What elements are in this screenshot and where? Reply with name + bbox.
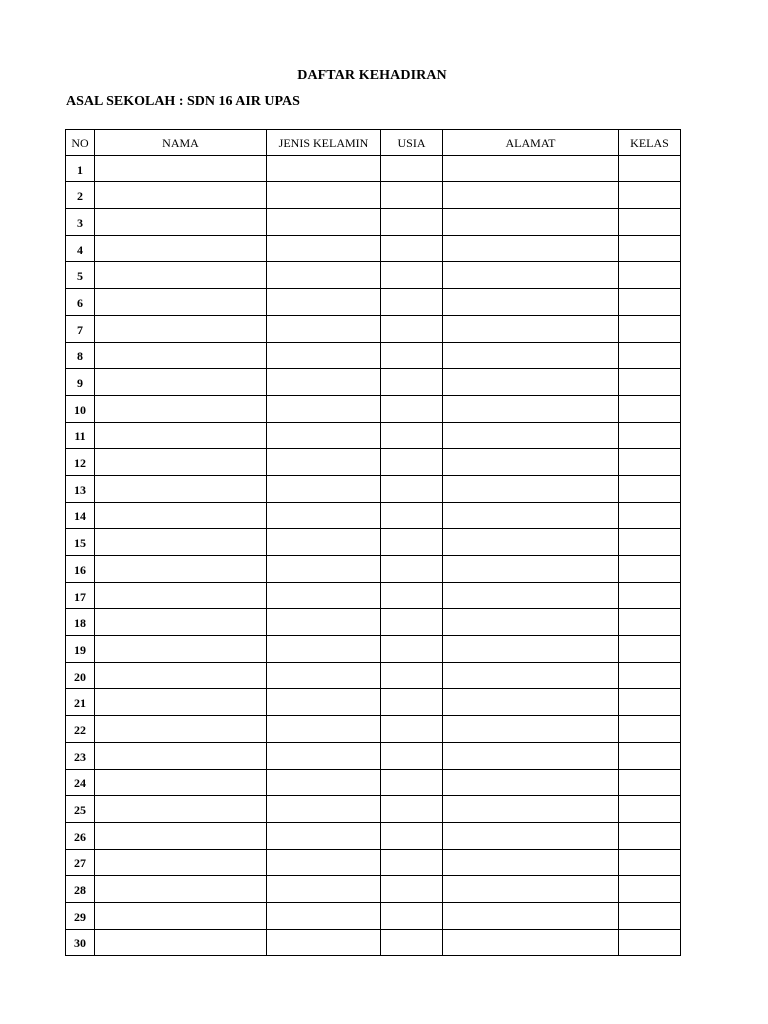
nama-cell [95, 636, 267, 663]
table-row [66, 155, 681, 182]
kelas-cell [619, 662, 681, 689]
kelas-cell [619, 582, 681, 609]
usia-cell [381, 742, 443, 769]
kelas-cell [619, 636, 681, 663]
alamat-cell [443, 342, 619, 369]
jenis-kelamin-cell [267, 182, 381, 209]
alamat-cell [443, 182, 619, 209]
alamat-cell [443, 609, 619, 636]
alamat-cell [443, 662, 619, 689]
alamat-cell [443, 849, 619, 876]
row-number: 24 [66, 769, 95, 796]
nama-cell [95, 395, 267, 422]
jenis-kelamin-cell [267, 662, 381, 689]
nama-cell [95, 262, 267, 289]
usia-cell [381, 849, 443, 876]
row-number: 8 [66, 342, 95, 369]
header-alamat: ALAMAT [443, 130, 619, 156]
table-row [66, 395, 681, 422]
kelas-cell [619, 475, 681, 502]
jenis-kelamin-cell [267, 395, 381, 422]
row-number: 4 [66, 235, 95, 262]
jenis-kelamin-cell [267, 876, 381, 903]
row-number: 15 [66, 529, 95, 556]
usia-cell [381, 689, 443, 716]
usia-cell [381, 929, 443, 956]
kelas-cell [619, 609, 681, 636]
kelas-cell [619, 902, 681, 929]
alamat-cell [443, 742, 619, 769]
table-row [66, 342, 681, 369]
kelas-cell [619, 182, 681, 209]
jenis-kelamin-cell [267, 742, 381, 769]
row-number: 20 [66, 662, 95, 689]
alamat-cell [443, 876, 619, 903]
row-number: 27 [66, 849, 95, 876]
table-row [66, 849, 681, 876]
jenis-kelamin-cell [267, 209, 381, 236]
row-number: 29 [66, 902, 95, 929]
usia-cell [381, 235, 443, 262]
table-row [66, 822, 681, 849]
kelas-cell [619, 529, 681, 556]
jenis-kelamin-cell [267, 422, 381, 449]
table-row [66, 902, 681, 929]
row-number: 14 [66, 502, 95, 529]
row-number: 17 [66, 582, 95, 609]
table-row [66, 289, 681, 316]
table-row [66, 502, 681, 529]
nama-cell [95, 369, 267, 396]
header-no: NO [66, 130, 95, 156]
header-kelas: KELAS [619, 130, 681, 156]
alamat-cell [443, 235, 619, 262]
alamat-cell [443, 556, 619, 583]
table-row [66, 529, 681, 556]
attendance-table [65, 129, 681, 956]
nama-cell [95, 342, 267, 369]
table-row [66, 796, 681, 823]
table-body [66, 155, 681, 956]
table-row [66, 556, 681, 583]
alamat-cell [443, 262, 619, 289]
jenis-kelamin-cell [267, 235, 381, 262]
nama-cell [95, 716, 267, 743]
jenis-kelamin-cell [267, 822, 381, 849]
row-number: 28 [66, 876, 95, 903]
nama-cell [95, 155, 267, 182]
nama-cell [95, 689, 267, 716]
alamat-cell [443, 449, 619, 476]
alamat-cell [443, 209, 619, 236]
jenis-kelamin-cell [267, 929, 381, 956]
table-row [66, 369, 681, 396]
row-number: 23 [66, 742, 95, 769]
jenis-kelamin-cell [267, 475, 381, 502]
alamat-cell [443, 369, 619, 396]
alamat-cell [443, 769, 619, 796]
jenis-kelamin-cell [267, 689, 381, 716]
usia-cell [381, 369, 443, 396]
kelas-cell [619, 235, 681, 262]
usia-cell [381, 556, 443, 583]
row-number: 25 [66, 796, 95, 823]
nama-cell [95, 422, 267, 449]
alamat-cell [443, 155, 619, 182]
nama-cell [95, 796, 267, 823]
usia-cell [381, 662, 443, 689]
row-number: 7 [66, 315, 95, 342]
kelas-cell [619, 876, 681, 903]
jenis-kelamin-cell [267, 582, 381, 609]
alamat-cell [443, 475, 619, 502]
usia-cell [381, 609, 443, 636]
alamat-cell [443, 822, 619, 849]
usia-cell [381, 502, 443, 529]
nama-cell [95, 662, 267, 689]
nama-cell [95, 822, 267, 849]
jenis-kelamin-cell [267, 769, 381, 796]
kelas-cell [619, 716, 681, 743]
table-row [66, 636, 681, 663]
nama-cell [95, 769, 267, 796]
usia-cell [381, 636, 443, 663]
alamat-cell [443, 422, 619, 449]
row-number: 13 [66, 475, 95, 502]
kelas-cell [619, 822, 681, 849]
kelas-cell [619, 929, 681, 956]
table-row [66, 742, 681, 769]
kelas-cell [619, 556, 681, 583]
header-nama: NAMA [95, 130, 267, 156]
table-row [66, 449, 681, 476]
row-number: 10 [66, 395, 95, 422]
alamat-cell [443, 395, 619, 422]
usia-cell [381, 395, 443, 422]
nama-cell [95, 209, 267, 236]
table-row [66, 209, 681, 236]
row-number: 2 [66, 182, 95, 209]
row-number: 9 [66, 369, 95, 396]
jenis-kelamin-cell [267, 796, 381, 823]
jenis-kelamin-cell [267, 449, 381, 476]
alamat-cell [443, 636, 619, 663]
usia-cell [381, 475, 443, 502]
kelas-cell [619, 742, 681, 769]
usia-cell [381, 155, 443, 182]
jenis-kelamin-cell [267, 902, 381, 929]
table-row [66, 609, 681, 636]
row-number: 30 [66, 929, 95, 956]
header-jenis-kelamin: JENIS KELAMIN [267, 130, 381, 156]
kelas-cell [619, 209, 681, 236]
usia-cell [381, 716, 443, 743]
kelas-cell [619, 395, 681, 422]
kelas-cell [619, 849, 681, 876]
row-number: 18 [66, 609, 95, 636]
row-number: 21 [66, 689, 95, 716]
table-row [66, 475, 681, 502]
row-number: 22 [66, 716, 95, 743]
jenis-kelamin-cell [267, 155, 381, 182]
alamat-cell [443, 689, 619, 716]
usia-cell [381, 796, 443, 823]
table-row [66, 929, 681, 956]
alamat-cell [443, 902, 619, 929]
alamat-cell [443, 582, 619, 609]
kelas-cell [619, 289, 681, 316]
school-line: ASAL SEKOLAH : SDN 16 AIR UPAS [66, 94, 300, 109]
nama-cell [95, 742, 267, 769]
table-row [66, 689, 681, 716]
row-number: 6 [66, 289, 95, 316]
nama-cell [95, 849, 267, 876]
nama-cell [95, 235, 267, 262]
nama-cell [95, 929, 267, 956]
row-number: 3 [66, 209, 95, 236]
usia-cell [381, 289, 443, 316]
usia-cell [381, 182, 443, 209]
alamat-cell [443, 315, 619, 342]
alamat-cell [443, 529, 619, 556]
kelas-cell [619, 769, 681, 796]
table-row [66, 315, 681, 342]
jenis-kelamin-cell [267, 716, 381, 743]
row-number: 5 [66, 262, 95, 289]
alamat-cell [443, 716, 619, 743]
nama-cell [95, 609, 267, 636]
row-number: 1 [66, 155, 95, 182]
jenis-kelamin-cell [267, 369, 381, 396]
usia-cell [381, 449, 443, 476]
nama-cell [95, 902, 267, 929]
alamat-cell [443, 796, 619, 823]
usia-cell [381, 342, 443, 369]
alamat-cell [443, 929, 619, 956]
usia-cell [381, 209, 443, 236]
jenis-kelamin-cell [267, 262, 381, 289]
kelas-cell [619, 315, 681, 342]
kelas-cell [619, 689, 681, 716]
jenis-kelamin-cell [267, 342, 381, 369]
table-row [66, 235, 681, 262]
table-row [66, 262, 681, 289]
row-number: 12 [66, 449, 95, 476]
usia-cell [381, 315, 443, 342]
alamat-cell [443, 289, 619, 316]
kelas-cell [619, 155, 681, 182]
usia-cell [381, 902, 443, 929]
table-row [66, 422, 681, 449]
nama-cell [95, 502, 267, 529]
jenis-kelamin-cell [267, 529, 381, 556]
usia-cell [381, 422, 443, 449]
jenis-kelamin-cell [267, 636, 381, 663]
table-header-row [66, 130, 681, 156]
row-number: 16 [66, 556, 95, 583]
jenis-kelamin-cell [267, 556, 381, 583]
alamat-cell [443, 502, 619, 529]
row-number: 19 [66, 636, 95, 663]
nama-cell [95, 582, 267, 609]
usia-cell [381, 876, 443, 903]
jenis-kelamin-cell [267, 502, 381, 529]
kelas-cell [619, 369, 681, 396]
nama-cell [95, 529, 267, 556]
kelas-cell [619, 502, 681, 529]
usia-cell [381, 262, 443, 289]
nama-cell [95, 876, 267, 903]
nama-cell [95, 289, 267, 316]
usia-cell [381, 582, 443, 609]
nama-cell [95, 556, 267, 583]
table-row [66, 769, 681, 796]
jenis-kelamin-cell [267, 289, 381, 316]
kelas-cell [619, 422, 681, 449]
row-number: 26 [66, 822, 95, 849]
nama-cell [95, 449, 267, 476]
kelas-cell [619, 796, 681, 823]
jenis-kelamin-cell [267, 315, 381, 342]
nama-cell [95, 475, 267, 502]
nama-cell [95, 315, 267, 342]
nama-cell [95, 182, 267, 209]
table-row [66, 582, 681, 609]
header-usia: USIA [381, 130, 443, 156]
usia-cell [381, 529, 443, 556]
usia-cell [381, 769, 443, 796]
jenis-kelamin-cell [267, 849, 381, 876]
usia-cell [381, 822, 443, 849]
table-row [66, 876, 681, 903]
table-row [66, 716, 681, 743]
kelas-cell [619, 262, 681, 289]
kelas-cell [619, 342, 681, 369]
jenis-kelamin-cell [267, 609, 381, 636]
table-row [66, 182, 681, 209]
kelas-cell [619, 449, 681, 476]
table-row [66, 662, 681, 689]
row-number: 11 [66, 422, 95, 449]
document-title: DAFTAR KEHADIRAN [297, 68, 447, 83]
